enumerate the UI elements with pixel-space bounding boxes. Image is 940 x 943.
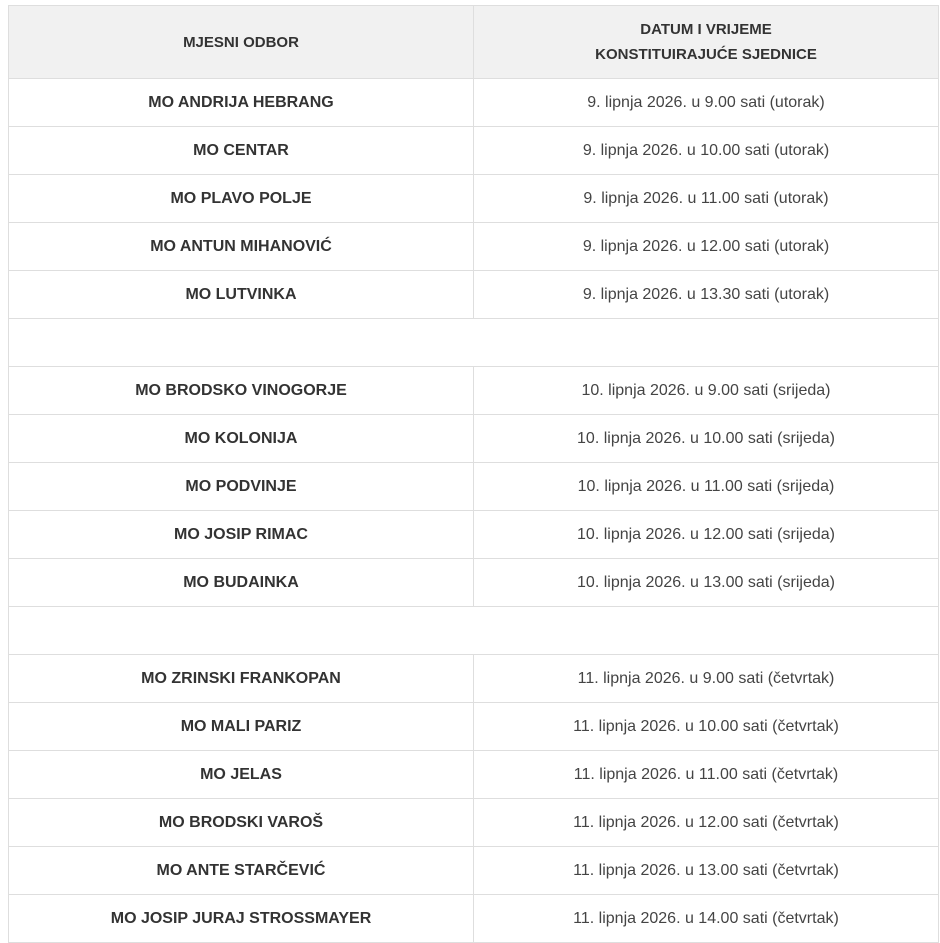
separator-cell [9,607,474,655]
local-committee-name: MO PODVINJE [9,463,474,511]
separator-cell [474,319,939,367]
table-row [9,271,939,319]
local-committee-name: MO JOSIP JURAJ STROSSMAYER [9,895,474,943]
table-row [9,703,939,751]
group-separator-row [9,319,939,367]
table-row [9,415,939,463]
session-date-time: 9. lipnja 2026. u 13.30 sati (utorak) [474,271,939,319]
session-date-time: 9. lipnja 2026. u 12.00 sati (utorak) [474,223,939,271]
table-row [9,223,939,271]
session-date-time: 10. lipnja 2026. u 9.00 sati (srijeda) [474,367,939,415]
header-row [9,6,939,79]
local-committee-name: MO MALI PARIZ [9,703,474,751]
local-committee-name: MO ANDRIJA HEBRANG [9,79,474,127]
table-body [9,79,939,943]
session-date-time: 11. lipnja 2026. u 11.00 sati (četvrtak) [474,751,939,799]
local-committee-name: MO JOSIP RIMAC [9,511,474,559]
local-committee-name: MO PLAVO POLJE [9,175,474,223]
schedule-table-container [8,5,938,943]
table-row [9,79,939,127]
table-row [9,895,939,943]
local-committee-name: MO BRODSKI VAROŠ [9,799,474,847]
session-date-time: 11. lipnja 2026. u 9.00 sati (četvrtak) [474,655,939,703]
local-committee-name: MO KOLONIJA [9,415,474,463]
session-schedule-table [8,5,939,943]
session-date-time: 11. lipnja 2026. u 12.00 sati (četvrtak) [474,799,939,847]
column-header-date-time-line2: KONSTITUIRAJUĆE SJEDNICE [595,46,817,63]
session-date-time: 11. lipnja 2026. u 13.00 sati (četvrtak) [474,847,939,895]
local-committee-name: MO ZRINSKI FRANKOPAN [9,655,474,703]
table-row [9,127,939,175]
session-date-time: 10. lipnja 2026. u 12.00 sati (srijeda) [474,511,939,559]
table-row [9,655,939,703]
table-header [9,6,939,79]
session-date-time: 11. lipnja 2026. u 10.00 sati (četvrtak) [474,703,939,751]
table-row [9,511,939,559]
separator-cell [9,319,474,367]
session-date-time: 9. lipnja 2026. u 10.00 sati (utorak) [474,127,939,175]
local-committee-name: MO ANTE STARČEVIĆ [9,847,474,895]
table-row [9,751,939,799]
column-header-local-committee: MJESNI ODBOR [9,6,474,79]
local-committee-name: MO CENTAR [9,127,474,175]
table-row [9,559,939,607]
column-header-date-time [474,6,939,79]
local-committee-name: MO ANTUN MIHANOVIĆ [9,223,474,271]
session-date-time: 9. lipnja 2026. u 9.00 sati (utorak) [474,79,939,127]
table-row [9,463,939,511]
session-date-time: 9. lipnja 2026. u 11.00 sati (utorak) [474,175,939,223]
column-header-date-time-line1: DATUM I VRIJEME [640,21,772,38]
session-date-time: 10. lipnja 2026. u 11.00 sati (srijeda) [474,463,939,511]
table-row [9,175,939,223]
table-row [9,799,939,847]
table-row [9,367,939,415]
session-date-time: 10. lipnja 2026. u 10.00 sati (srijeda) [474,415,939,463]
table-row [9,847,939,895]
group-separator-row [9,607,939,655]
local-committee-name: MO LUTVINKA [9,271,474,319]
local-committee-name: MO BRODSKO VINOGORJE [9,367,474,415]
local-committee-name: MO BUDAINKA [9,559,474,607]
session-date-time: 11. lipnja 2026. u 14.00 sati (četvrtak) [474,895,939,943]
local-committee-name: MO JELAS [9,751,474,799]
separator-cell [474,607,939,655]
session-date-time: 10. lipnja 2026. u 13.00 sati (srijeda) [474,559,939,607]
